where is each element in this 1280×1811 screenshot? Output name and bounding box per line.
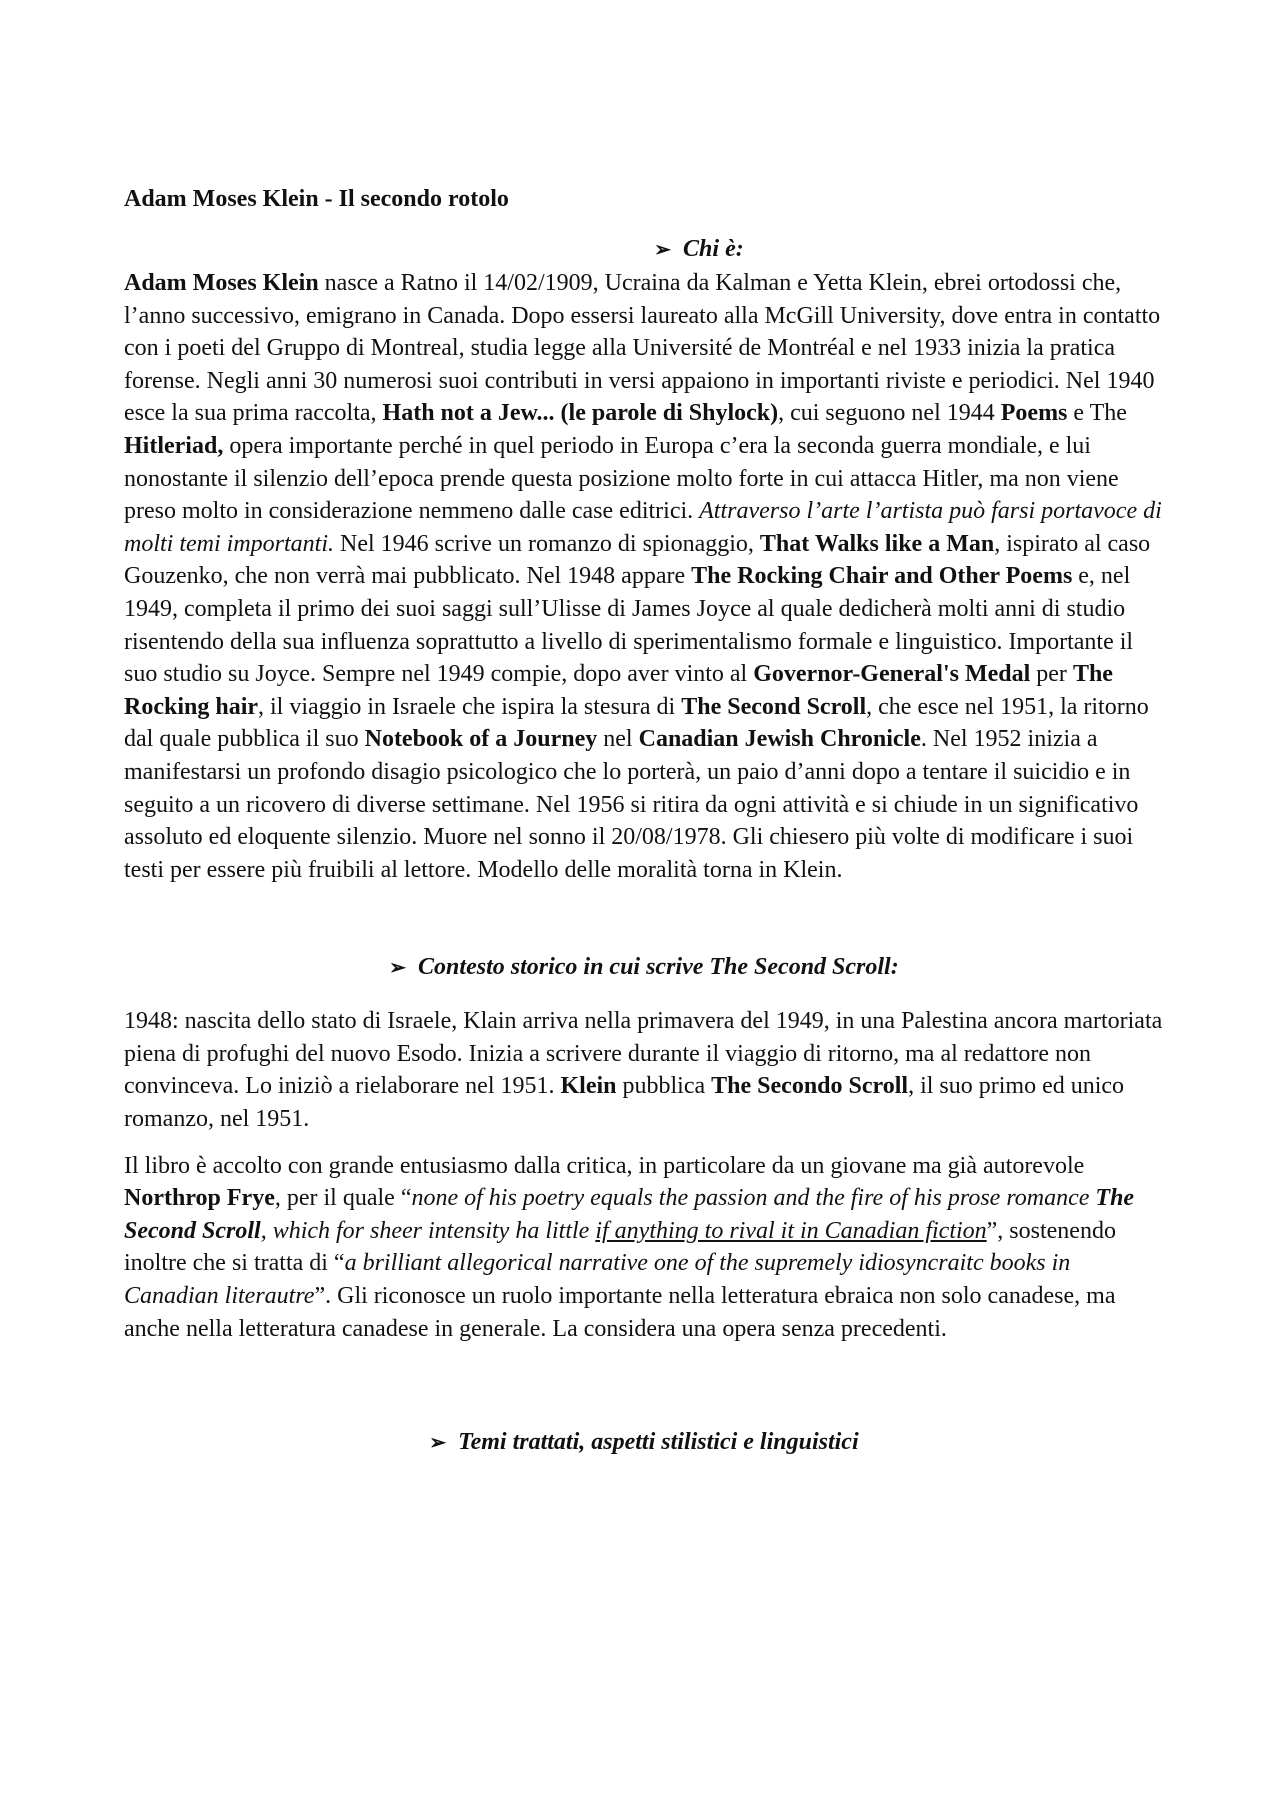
text-run: nasce a Ratno il 14/02/1909, Ucraina da Kalman e Yetta Klein, ebrei ortodossi che, l’anno successivo, emigrano in Canada. Dopo essersi laureato alla McGill University, dove entra in contatto con i poeti del Gruppo di Montreal, studia legge alla Université de Montréal e nel 1933 inizia la pratica forense. Negli anni 30 numerosi suoi contributi in versi appaiono in importanti riviste e periodici. Nel 1940 esce la sua prima raccolta, xyxy=(124,270,1161,427)
text-run: e, nel 1949, completa il primo dei suoi saggi sull’Ulisse di James Joyce al quale dedicherà molti anni di studio risentendo della sua influenza soprattutto a livello di sperimentalismo formale e linguistico. Importante il suo studio su Joyce. Sempre nel 1949 compie, dopo aver vinto al xyxy=(124,563,1134,688)
text-run: ”, sostenendo inoltre che si tratta di “ xyxy=(124,1217,1116,1277)
text-run: , cui seguono nel 1944 xyxy=(778,400,1001,427)
text-run: Il libro è accolto con grande entusiasmo dalla critica, in particolare da un giovane ma già autorevole xyxy=(124,1152,1085,1179)
text-run: Hitleriad, xyxy=(124,432,224,459)
text-run: Nel 1946 scrive un romanzo di spionaggio, xyxy=(334,530,760,557)
text-run: ”. Gli riconosce un ruolo importante nella letteratura ebraica non solo canadese, ma anche nella letteratura canadese in generale. La considera una opera senza precedenti. xyxy=(124,1283,1116,1342)
text-run: The Second Scroll xyxy=(681,693,867,720)
text-run: . Nel 1952 inizia a manifestarsi un profondo disagio psicologico che lo porterà, un paio d’anni dopo a tentare il suicidio e in seguito a un ricovero di diverse settimane. Nel 1956 si ritira da ogni attività e si chiude in un significativo assoluto ed eloquente silenzio. Muore nel sonno il 20/08/1978. Gli chiesero più volte di modificare i suoi testi per essere più fruibili al lettore. Modello delle moralità torna in Klein. xyxy=(124,726,1139,883)
text-run: The Second Scroll xyxy=(124,1185,1135,1244)
text-run: That Walks like a Man xyxy=(759,530,995,557)
text-run: none of his poetry equals the passion and the fire of his prose romance xyxy=(411,1185,1096,1212)
section-heading-text: Temi trattati, aspetti stilistici e linguistici xyxy=(458,1429,859,1456)
arrow-bullet-icon: ➢ xyxy=(389,957,407,980)
text-run: pubblica xyxy=(616,1073,712,1100)
text-run: , il viaggio in Israele che ispira la stesura di xyxy=(258,693,682,720)
arrow-bullet-icon: ➢ xyxy=(654,239,672,261)
text-run: 1948: nascita dello stato di Israele, Klain arriva nella primavera del 1949, in una Palestina ancora martoriata piena di profughi del nuovo Esodo. Inizia a scrivere durante il viaggio di ritorno, ma al redattore non convinceva. Lo iniziò a rielaborare nel 1951. xyxy=(124,1008,1163,1100)
paragraph xyxy=(124,267,1164,886)
text-run: , per il quale “ xyxy=(274,1185,412,1212)
text-run: Notebook of a Journey xyxy=(364,726,598,753)
document-title: Adam Moses Klein - Il secondo rotolo xyxy=(124,186,509,212)
text-run: Hath not a Jew... (le parole di Shylock) xyxy=(382,400,779,427)
text-run: a brilliant allegorical narrative one of the supremely idiosyncraitc books in Canadian literautre xyxy=(124,1250,1071,1310)
section-heading xyxy=(124,232,1164,267)
text-run: Poems xyxy=(1000,400,1068,427)
paragraph xyxy=(124,1005,1164,1135)
text-run: The Rocking hair xyxy=(124,661,1113,720)
section-heading-text: Contesto storico in cui scrive The Second Scroll: xyxy=(418,954,899,981)
text-run: Canadian Jewish Chronicle xyxy=(638,726,921,753)
text-run: Attraverso l’arte l’artista può farsi portavoce di molti temi importanti. xyxy=(124,498,1162,557)
text-run: Governor-General's Medal xyxy=(753,661,1031,688)
paragraph xyxy=(124,1150,1164,1346)
text-run: nel xyxy=(597,726,639,753)
text-run: The Rocking Chair and Other Poems xyxy=(691,563,1073,590)
text-run: per xyxy=(1030,661,1073,688)
text-run: , il suo primo ed unico romanzo, nel 1951. xyxy=(124,1073,1125,1133)
section-chi-e xyxy=(124,232,1164,886)
section-temi-trattati xyxy=(124,1425,1164,1460)
arrow-bullet-icon: ➢ xyxy=(429,1432,447,1455)
text-run: , which for sheer intensity ha little xyxy=(260,1217,596,1244)
text-run: Adam Moses Klein xyxy=(124,270,319,296)
section-heading xyxy=(124,1425,1164,1460)
section-heading-text: Chi è: xyxy=(683,236,744,262)
text-run: The Secondo Scroll xyxy=(711,1073,909,1100)
section-contesto-storico xyxy=(124,950,1164,1345)
text-run: opera importante perché in quel periodo in Europa c’era la seconda guerra mondiale, e lui nonostante il silenzio dell’epoca prende questa posizione molto forte in cui attacca Hitler, ma non viene preso molto in considerazione nemmeno dalle case editrici. xyxy=(124,432,1119,525)
document-page xyxy=(124,182,1164,1460)
text-run: , ispirato al caso Gouzenko, che non verrà mai pubblicato. Nel 1948 appare xyxy=(124,530,1151,590)
text-run: Northrop Frye xyxy=(124,1185,275,1212)
text-run: e The xyxy=(1067,400,1127,427)
text-run: if anything to rival it in Canadian fiction xyxy=(595,1217,987,1244)
text-run: , che esce nel 1951, la ritorno dal quale pubblica il suo xyxy=(124,693,1149,753)
section-heading xyxy=(124,950,1164,985)
text-run: Klein xyxy=(560,1073,617,1100)
